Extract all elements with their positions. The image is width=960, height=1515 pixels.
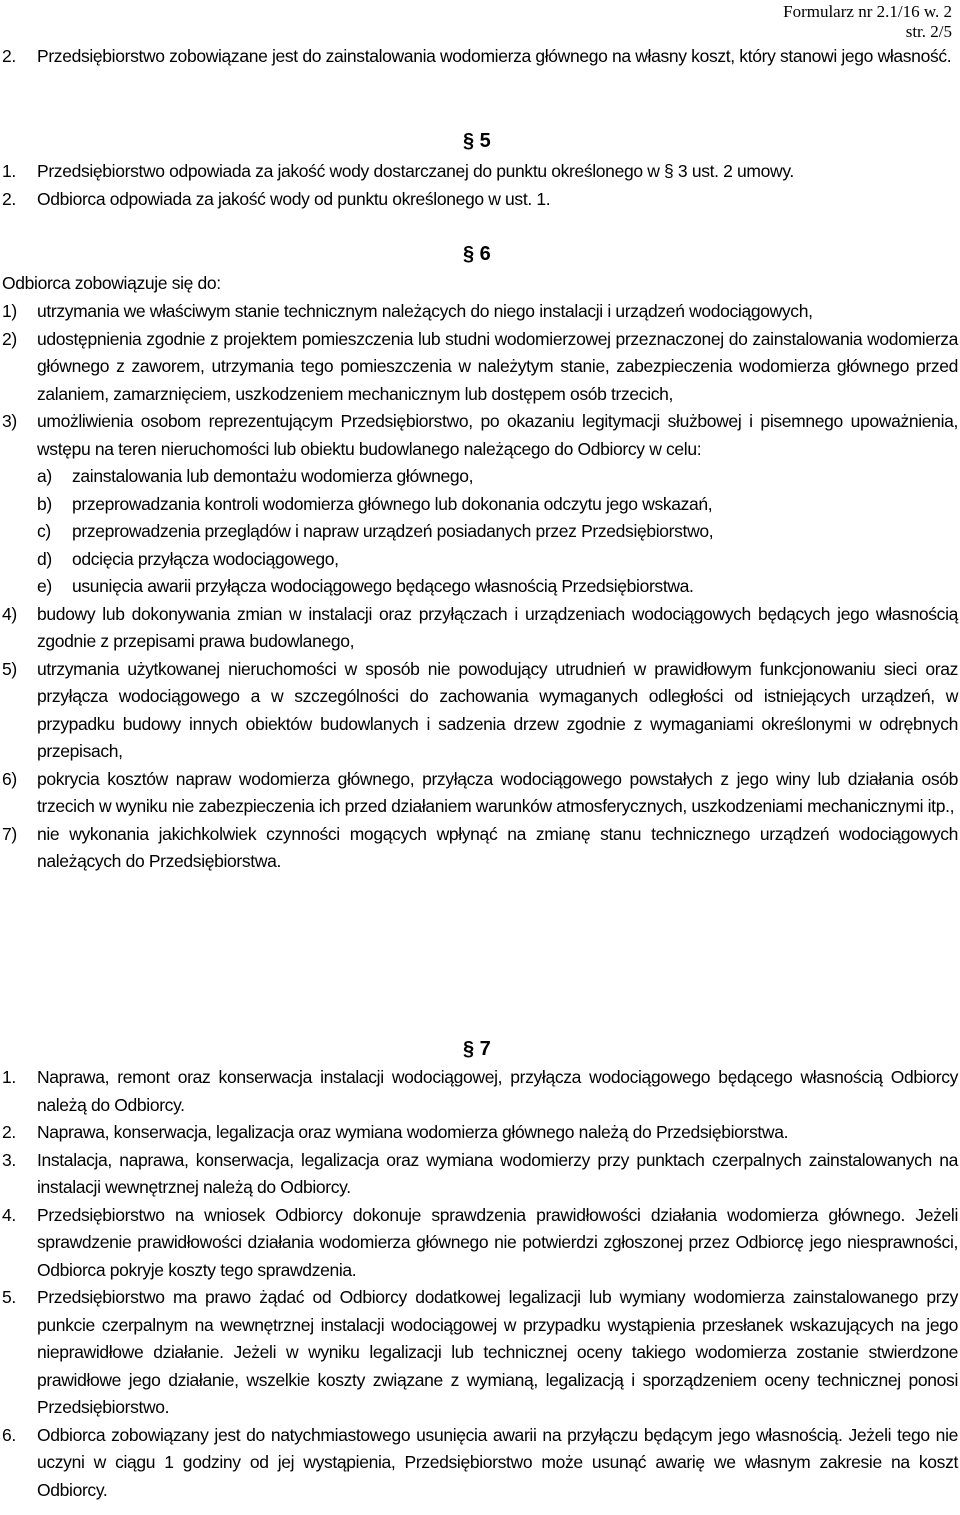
section-heading-6: § 6 (463, 243, 491, 265)
item-text: zainstalowania lub demontażu wodomierza głównego, (72, 466, 474, 486)
item-text: pokrycia kosztów napraw wodomierza głównego, przyłącza wodociągowego powstałych z jego winy lub działania osób trzecich w wyniku nie zabezpieczenia ich przed działaniem warunków atmosferycznych, uszkodzeniami mechanicznymi itp., (37, 768, 958, 816)
sub-list-item (2, 546, 958, 574)
item-text: Naprawa, konserwacja, legalizacja oraz wymiana wodomierza głównego należą do Przedsiębiorstwa. (37, 1122, 789, 1142)
item-number: 2) (2, 328, 17, 349)
sub-list-item (2, 491, 958, 519)
item-letter: b) (37, 493, 52, 514)
item-number: 2. (2, 188, 16, 209)
item-number: 3. (2, 1149, 16, 1170)
list-item (2, 656, 958, 766)
item-number: 6. (2, 1424, 16, 1445)
sub-list-item (2, 518, 958, 546)
list-item (2, 1422, 958, 1505)
item-number: 4) (2, 603, 17, 624)
section-heading-5: § 5 (463, 130, 491, 152)
list-item (2, 1284, 958, 1422)
item-number: 1. (2, 1067, 16, 1087)
sub-list-item (2, 463, 958, 491)
item-text: utrzymania użytkowanej nieruchomości w sposób nie powodujący utrudnień w prawidłowym funkcjonowaniu sieci oraz przyłącza wodociągowego a w szczególności do zachowania wymaganych odległości od istniejących urządzeń, w przypadku budowy innych obiektów budowlanych i sadzenia drzew zgodnie z wymaganiami określonymi w odrębnych przepisach, (37, 658, 958, 761)
item-letter: e) (37, 576, 52, 596)
item-text: Odbiorca odpowiada za jakość wody od punktu określonego w ust. 1. (37, 188, 551, 209)
list-item (2, 408, 958, 463)
section-6-intro: Odbiorca zobowiązuje się do: (2, 273, 221, 293)
form-number: Formularz nr 2.1/16 w. 2 (783, 2, 952, 21)
item-number: 4. (2, 1204, 16, 1225)
item-number: 1) (2, 301, 17, 321)
item-number: 7) (2, 823, 17, 844)
item-number: 2. (2, 1122, 16, 1142)
item-number: 1. (2, 161, 16, 181)
item-text: budowy lub dokonywania zmian w instalacji oraz przyłączach i urządzeniach wodociągowych będących jego własnością zgodnie z przepisami prawa budowlanego, (37, 603, 958, 651)
item-text: przeprowadzania kontroli wodomierza głównego lub dokonania odczytu jego wskazań, (72, 493, 713, 514)
item-text: Przedsiębiorstwo ma prawo żądać od Odbiorcy dodatkowej legalizacji lub wymiany wodomierza zainstalowanego przy punkcie czerpalnym na wewnętrznej instalacji wodociągowej w przypadku wystąpienia przesłanek wskazujących na jego nieprawidłowe działanie. Jeżeli w wyniku legalizacji lub technicznej oceny takiego wodomierza zostanie stwierdzone prawidłowe jego działanie, wszelkie koszty związane z wymianą, legalizacją i sporządzeniem oceny technicznej ponosi Przedsiębiorstwo. (37, 1287, 958, 1417)
item-text: odcięcia przyłącza wodociągowego, (72, 548, 339, 569)
item-number: 3) (2, 411, 17, 431)
list-item (2, 821, 958, 876)
list-item (2, 43, 958, 71)
item-text: usunięcia awarii przyłącza wodociągowego będącego własnością Przedsiębiorstwa. (72, 576, 694, 596)
item-text: udostępnienia zgodnie z projektem pomieszczenia lub studni wodomierzowej przeznaczonej do zainstalowania wodomierza głównego z zaworem, utrzymania tego pomieszczenia w należytym stanie, zabezpieczenia wodomierza głównego przed zalaniem, zamarznięciem, uszkodzeniem mechanicznym lub dostępem osób trzecich, (37, 328, 958, 404)
item-text: Przedsiębiorstwo zobowiązane jest do zainstalowania wodomierza głównego na własny koszt, który stanowi jego własność. (37, 46, 952, 66)
item-letter: d) (37, 548, 52, 569)
section-heading-7: § 7 (463, 1038, 491, 1060)
item-text: Odbiorca zobowiązany jest do natychmiastowego usunięcia awarii na przyłączu będącym jego własnością. Jeżeli tego nie uczyni w ciągu 1 godziny od jej wystąpienia, Przedsiębiorstwo może usunąć awarię we własnym zakresie na koszt Odbiorcy. (37, 1424, 958, 1500)
item-number: 6) (2, 768, 17, 789)
list-item (2, 186, 958, 214)
item-text: Instalacja, naprawa, konserwacja, legalizacja oraz wymiana wodomierzy przy punktach czerpalnych zainstalowanych na instalacji wewnętrznej należą do Odbiorcy. (37, 1149, 958, 1197)
item-text: przeprowadzenia przeglądów i napraw urządzeń posiadanych przez Przedsiębiorstwo, (72, 521, 714, 541)
sub-list-item (2, 573, 958, 601)
list-item (2, 158, 958, 186)
item-text: utrzymania we właściwym stanie technicznym należących do niego instalacji i urządzeń wodociągowych, (37, 301, 813, 321)
item-text: Przedsiębiorstwo na wniosek Odbiorcy dokonuje sprawdzenia prawidłowości działania wodomierza głównego. Jeżeli sprawdzenie prawidłowości działania wodomierza głównego nie potwierdzi zgłoszonej przez Odbiorcę jego niesprawności, Odbiorca pokryje koszty tego sprawdzenia. (37, 1204, 958, 1280)
list-item (2, 601, 958, 656)
item-text: umożliwienia osobom reprezentującym Przedsiębiorstwo, po okazaniu legitymacji służbowej i pisemnego upoważnienia, wstępu na teren nieruchomości lub obiektu budowlanego należącego do Odbiorcy w celu: (37, 411, 958, 459)
list-item (2, 766, 958, 821)
item-letter: c) (37, 521, 51, 541)
item-text: Przedsiębiorstwo odpowiada za jakość wody dostarczanej do punktu określonego w § 3 ust. 2 umowy. (37, 161, 794, 181)
section-5 (2, 158, 958, 213)
top-section (2, 43, 958, 71)
item-number: 5) (2, 658, 17, 679)
item-text: nie wykonania jakichkolwiek czynności mogących wpłynąć na zmianę stanu technicznego urządzeń wodociągowych należących do Przedsiębiorstwa. (37, 823, 958, 871)
list-item (2, 1147, 958, 1202)
item-text: Naprawa, remont oraz konserwacja instalacji wodociągowej, przyłącza wodociągowego będącego własnością Odbiorcy należą do Odbiorcy. (37, 1067, 958, 1115)
list-item (2, 1119, 958, 1147)
page-number: str. 2/5 (905, 22, 952, 41)
item-number: 2. (2, 46, 16, 66)
list-item (2, 298, 958, 326)
list-item (2, 1202, 958, 1285)
section-7 (2, 1064, 958, 1504)
list-item (2, 1064, 958, 1119)
item-letter: a) (37, 466, 52, 486)
section-6 (2, 298, 958, 876)
item-number: 5. (2, 1287, 16, 1307)
list-item (2, 326, 958, 409)
